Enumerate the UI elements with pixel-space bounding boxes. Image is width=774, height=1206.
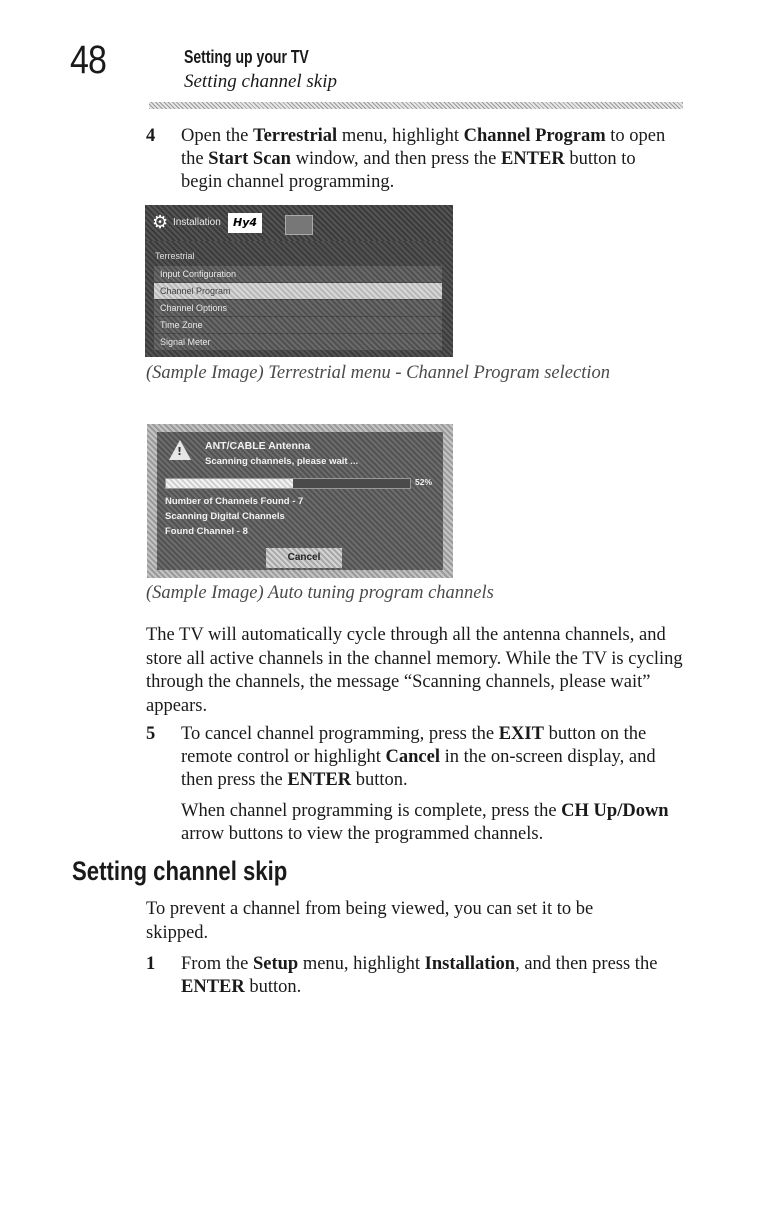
step-1-text: From the Setup menu, highlight Installation, and then press the ENTER button. <box>181 954 658 997</box>
page-number: 48 <box>70 38 107 82</box>
menu-titlebar <box>145 205 453 241</box>
menu-list <box>154 266 442 351</box>
found-channel: Found Channel - 8 <box>165 526 248 537</box>
menu-header-label: Installation <box>173 217 221 228</box>
auto-tuning-screenshot <box>147 424 453 578</box>
scan-progress-fill <box>166 479 293 488</box>
scan-dialog <box>157 432 443 570</box>
subsection-title: Setting channel skip <box>184 71 338 92</box>
scan-title: ANT/CABLE Antenna <box>205 440 311 452</box>
figure-1-caption: (Sample Image) Terrestrial menu - Channel Program selection <box>146 363 610 383</box>
scan-progress-bar <box>165 478 411 489</box>
terrestrial-menu-screenshot <box>145 205 453 357</box>
header-divider <box>149 102 683 109</box>
scanning-status: Scanning Digital Channels <box>165 511 285 522</box>
menu-item-time-zone[interactable]: Time Zone <box>154 317 442 333</box>
step-4-text: Open the Terrestrial menu, highlight Channel Program to open the Start Scan window, and then press the ENTER button to begin channel programming. <box>181 126 666 192</box>
menu-item-channel-program[interactable]: Channel Program <box>154 283 442 299</box>
menu-title: Terrestrial <box>155 251 195 261</box>
channels-found: Number of Channels Found - 7 <box>165 496 304 507</box>
section-title: Setting up your TV <box>184 47 309 67</box>
warning-mark: ! <box>177 445 183 458</box>
step-number: 1 <box>146 954 156 974</box>
figure-2-caption: (Sample Image) Auto tuning program channels <box>146 583 494 603</box>
cancel-button[interactable]: Cancel <box>266 548 342 568</box>
section-heading: Setting channel skip <box>72 856 288 886</box>
body-paragraph: The TV will automatically cycle through all the antenna channels, and store all active channels in the channel memory. While the TV is cycling through the channels, the message “Scanning channels, please wait” appears. <box>146 625 683 716</box>
scan-subtitle: Scanning channels, please wait ... <box>205 456 359 467</box>
menu-item-input-configuration[interactable]: Input Configuration <box>154 266 442 282</box>
step-number: 5 <box>146 724 156 744</box>
menu-item-channel-options[interactable]: Channel Options <box>154 300 442 316</box>
scan-progress-label: 52% <box>415 477 433 487</box>
menu-item-signal-meter[interactable]: Signal Meter <box>154 334 442 350</box>
step-5-text: To cancel channel programming, press the EXIT button on the remote control or highlight Cancel in the on-screen display, and then press the ENTER button. <box>181 724 656 790</box>
gear-icon: ⚙ <box>152 212 169 233</box>
step-5-followup: When channel programming is complete, press the CH Up/Down arrow buttons to view the programmed channels. <box>181 801 669 844</box>
section-intro: To prevent a channel from being viewed, you can set it to be skipped. <box>146 899 594 943</box>
step-number: 4 <box>146 126 156 146</box>
brand-logo: Hy4 <box>228 213 262 233</box>
screen-icon <box>285 215 313 235</box>
